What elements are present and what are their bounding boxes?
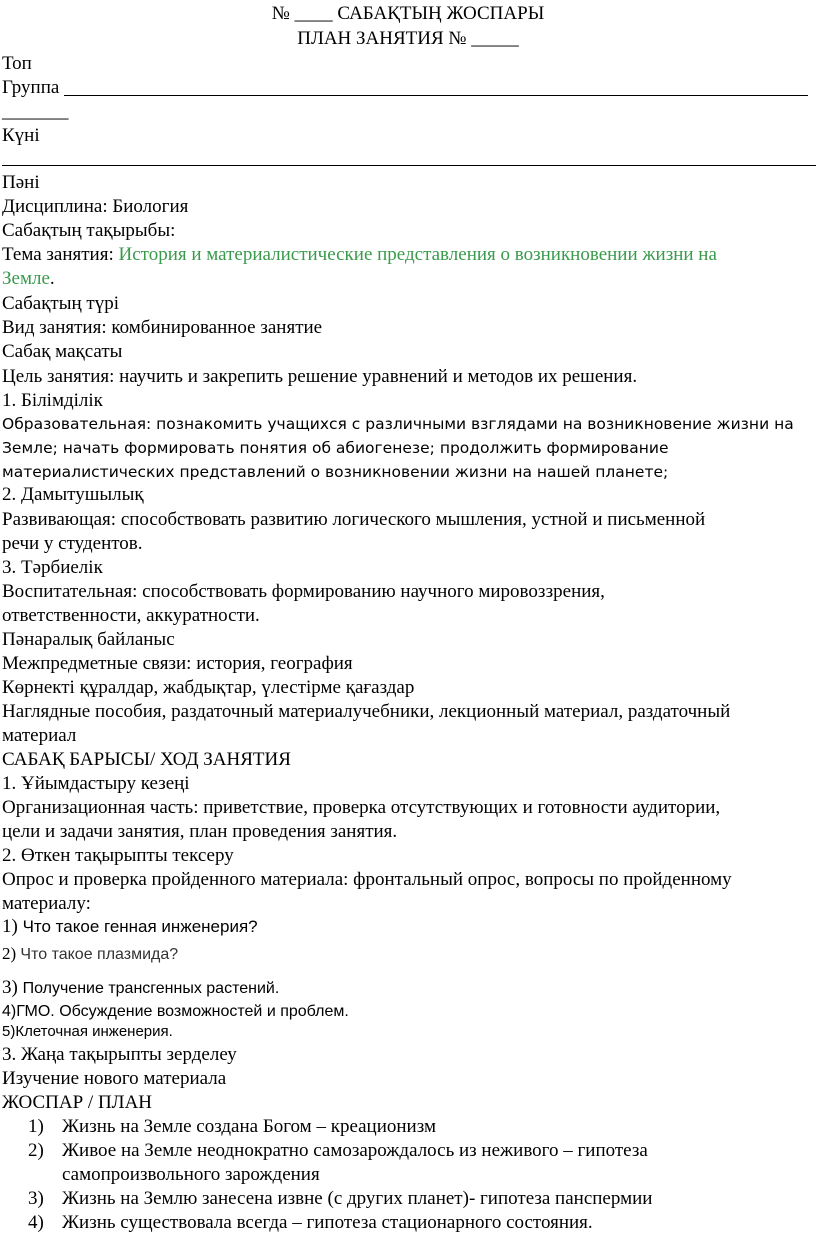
lesson-type-kz: Сабақтың түрі	[2, 293, 120, 314]
plan-item-2-text: Живое на Земле неоднократно самозарождалось из неживого – гипотеза	[62, 1140, 648, 1161]
developmental-heading: 2. Дамытушылық	[2, 484, 144, 505]
title-kz: № ____ САБАҚТЫҢ ЖОСПАРЫ	[271, 3, 545, 24]
question-1	[2, 915, 258, 939]
question-5: 5)Клеточная инженерия.	[2, 1023, 173, 1040]
review-heading: 2. Өткен тақырыпты тексеру	[2, 845, 234, 866]
plan-item-4	[28, 1211, 593, 1235]
educational-line-1: Образовательная: познакомить учащихся с различными взглядами на возникновение жизни на	[2, 415, 794, 433]
goal-label-kz: Сабақ мақсаты	[2, 341, 123, 362]
developmental-line-1: Развивающая: способствовать развитию логического мышления, устной и письменной	[2, 509, 706, 530]
lesson-course-heading: САБАҚ БАРЫСЫ/ ХОД ЗАНЯТИЯ	[2, 749, 291, 770]
topic-text: История и материалистические представления о возникновении жизни на	[118, 244, 717, 265]
blank-underline: _______	[2, 101, 69, 122]
topic-line	[2, 243, 717, 267]
plan-item-2	[28, 1139, 648, 1163]
educational-line-3: материалистических представлений о возникновении жизни на нашей планете;	[2, 463, 669, 481]
group-label-kz: Топ	[2, 53, 32, 74]
review-line-1: Опрос и проверка пройденного материала: фронтальный опрос, вопросы по пройденному	[2, 869, 732, 890]
plan-item-1	[28, 1115, 436, 1139]
question-3	[2, 976, 279, 1001]
topic-label: Тема занятия:	[2, 244, 119, 265]
plan-item-1-text: Жизнь на Земле создана Богом – креационизм	[62, 1116, 436, 1137]
plan-item-4-number: 4)	[28, 1212, 44, 1233]
interdisciplinary-heading: Пәнаралық байланыс	[2, 629, 175, 650]
plan-item-3	[28, 1187, 652, 1211]
visual-aids-heading: Көрнекті құралдар, жабдықтар, үлестірме қағаздар	[2, 677, 415, 698]
lesson-type: Вид занятия: комбинированное занятие	[2, 317, 323, 338]
discipline-label: Дисциплина: Биология	[2, 196, 189, 217]
topic-text-cont: Земле	[2, 268, 50, 289]
plan-item-3-text: Жизнь на Землю занесена извне (с других планет)- гипотеза панспермии	[62, 1188, 653, 1209]
group-label: Группа	[2, 77, 60, 98]
title-ru: ПЛАН ЗАНЯТИЯ № _____	[297, 28, 519, 49]
question-1-number: 1)	[2, 916, 23, 937]
question-3-number: 3)	[2, 977, 23, 998]
educational-heading: 1. Білімділік	[2, 390, 103, 411]
question-3-text: Получение трансгенных растений.	[22, 980, 280, 997]
interdisciplinary-links: Межпредметные связи: история, география	[2, 653, 353, 674]
organization-line-1: Организационная часть: приветствие, проверка отсутствующих и готовности аудитории,	[2, 797, 721, 818]
upbringing-heading: 3. Тәрбиелік	[2, 557, 103, 578]
developmental-line-2: речи у студентов.	[2, 533, 143, 554]
question-2-number: 2)	[2, 944, 21, 963]
plan-item-2-continuation: самопроизвольного зарождения	[62, 1164, 320, 1185]
new-material-heading-kz: 3. Жаңа тақырыпты зерделеу	[2, 1044, 237, 1065]
day-underline	[2, 165, 816, 166]
group-underline	[64, 95, 808, 96]
question-4: 4)ГМО. Обсуждение возможностей и проблем.	[2, 1003, 349, 1020]
organization-heading: 1. Ұйымдастыру кезеңі	[2, 773, 190, 794]
upbringing-line-1: Воспитательная: способствовать формированию научного мировоззрения,	[2, 581, 605, 602]
question-2-text: Что такое плазмида?	[20, 946, 179, 963]
question-1-text: Что такое генная инженерия?	[22, 917, 258, 936]
topic-period: .	[49, 268, 55, 289]
plan-heading: ЖОСПАР / ПЛАН	[2, 1092, 153, 1113]
topic-line-2	[2, 267, 55, 291]
plan-item-4-text: Жизнь существовала всегда – гипотеза стационарного состояния.	[62, 1212, 593, 1233]
educational-line-2: Земле; начать формировать понятия об абиогенезе; продолжить формирование	[2, 439, 669, 457]
question-2	[2, 942, 178, 967]
day-label: Күні	[2, 125, 40, 146]
plan-item-1-number: 1)	[28, 1116, 44, 1137]
plan-item-3-number: 3)	[28, 1188, 44, 1209]
topic-label-kz: Сабақтың тақырыбы:	[2, 220, 176, 241]
upbringing-line-2: ответственности, аккуратности.	[2, 605, 260, 626]
subject-label-kz: Пәні	[2, 172, 40, 193]
new-material-heading: Изучение нового материала	[2, 1068, 227, 1089]
organization-line-2: цели и задачи занятия, план проведения занятия.	[2, 821, 398, 842]
visual-aids-line-2: материал	[2, 725, 77, 746]
review-line-2: материалу:	[2, 893, 91, 914]
visual-aids-line-1: Наглядные пособия, раздаточный материалучебники, лекционный материал, раздаточный	[2, 701, 731, 722]
lesson-goal: Цель занятия: научить и закрепить решение уравнений и методов их решения.	[2, 366, 638, 387]
plan-item-2-number: 2)	[28, 1140, 44, 1161]
